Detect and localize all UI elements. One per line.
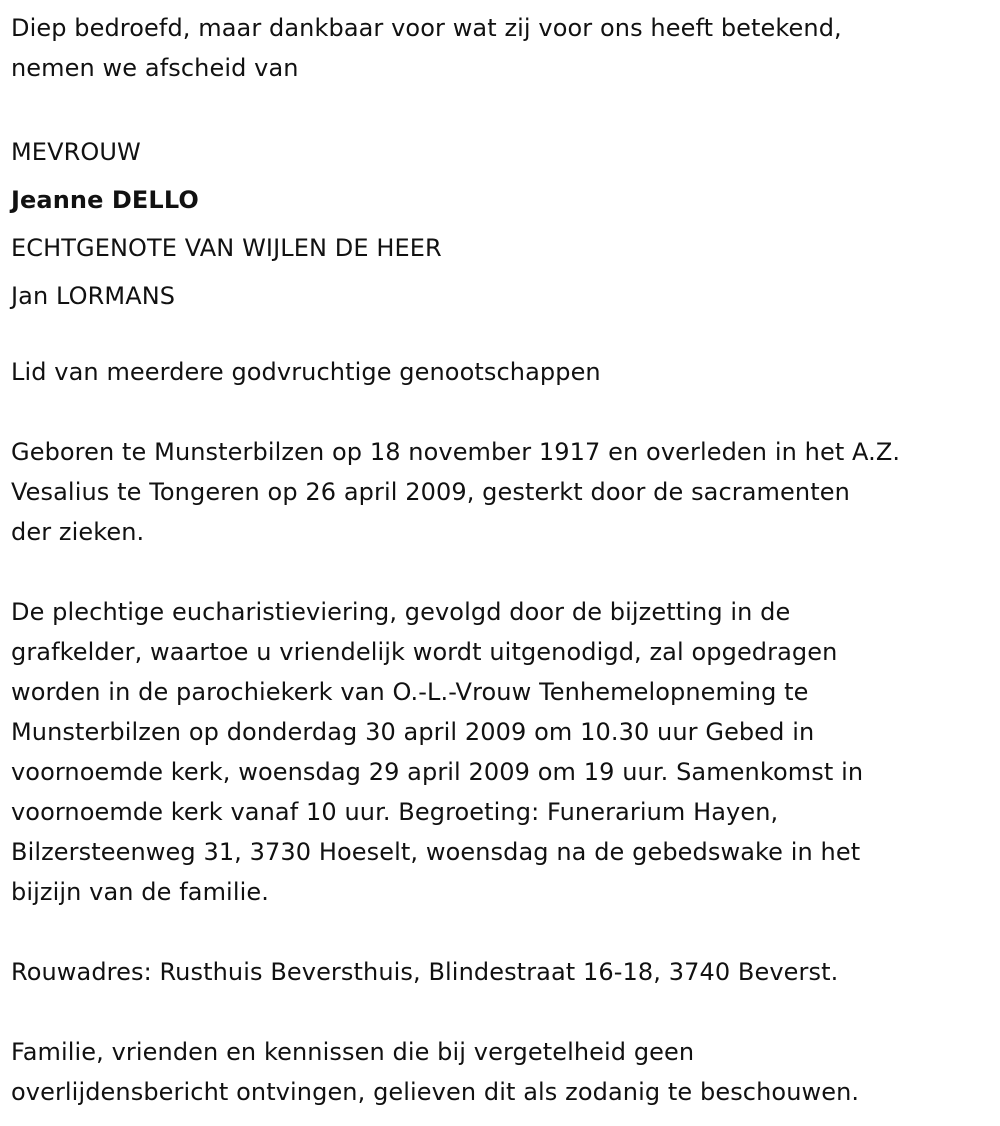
intro-paragraph [11, 8, 1000, 88]
relation-text: ECHTGENOTE VAN WIJLEN DE HEER [11, 234, 442, 262]
mourning-address: Rouwadres: Rusthuis Beversthuis, Blindestraat 16-18, 3740 Beverst. [11, 958, 839, 986]
closing-paragraph [11, 1032, 1000, 1112]
birth-death-line: der zieken. [11, 518, 145, 546]
spacer [11, 912, 1000, 952]
spacer [11, 320, 1000, 352]
birth-death-line: Geboren te Munsterbilzen op 18 november 1917 en overleden in het A.Z. [11, 438, 901, 466]
intro-line: nemen we afscheid van [11, 54, 299, 82]
ceremony-line: voornoemde kerk, woensdag 29 april 2009 om 19 uur. Samenkomst in [11, 758, 864, 786]
birth-death-line: Vesalius te Tongeren op 26 april 2009, gesterkt door de sacramenten [11, 478, 850, 506]
spacer [11, 392, 1000, 432]
deceased-name: Jeanne DELLO [11, 186, 199, 214]
birth-death-paragraph [11, 432, 1000, 552]
ceremony-line: De plechtige eucharistieviering, gevolgd door de bijzetting in de [11, 598, 791, 626]
ceremony-line: voornoemde kerk vanaf 10 uur. Begroeting: Funerarium Hayen, [11, 798, 779, 826]
closing-line: overlijdensbericht ontvingen, gelieven dit als zodanig te beschouwen. [11, 1078, 860, 1106]
intro-line: Diep bedroefd, maar dankbaar voor wat zij voor ons heeft betekend, [11, 14, 842, 42]
closing-line: Familie, vrienden en kennissen die bij vergetelheid geen [11, 1038, 695, 1066]
ceremony-line: bijzijn van de familie. [11, 878, 269, 906]
ceremony-line: worden in de parochiekerk van O.-L.-Vrouw Tenhemelopneming te [11, 678, 809, 706]
deceased-title: MEVROUW [11, 138, 141, 166]
spouse-name: Jan LORMANS [11, 282, 176, 310]
membership-paragraph: Lid van meerdere godvruchtige genootschappen [11, 358, 601, 386]
spacer [11, 552, 1000, 592]
ceremony-line: Munsterbilzen op donderdag 30 april 2009 om 10.30 uur Gebed in [11, 718, 815, 746]
ceremony-line: Bilzersteenweg 31, 3730 Hoeselt, woensdag na de gebedswake in het [11, 838, 861, 866]
spacer [11, 992, 1000, 1032]
ceremony-line: grafkelder, waartoe u vriendelijk wordt uitgenodigd, zal opgedragen [11, 638, 838, 666]
ceremony-paragraph [11, 592, 1000, 912]
spacer [11, 88, 1000, 128]
